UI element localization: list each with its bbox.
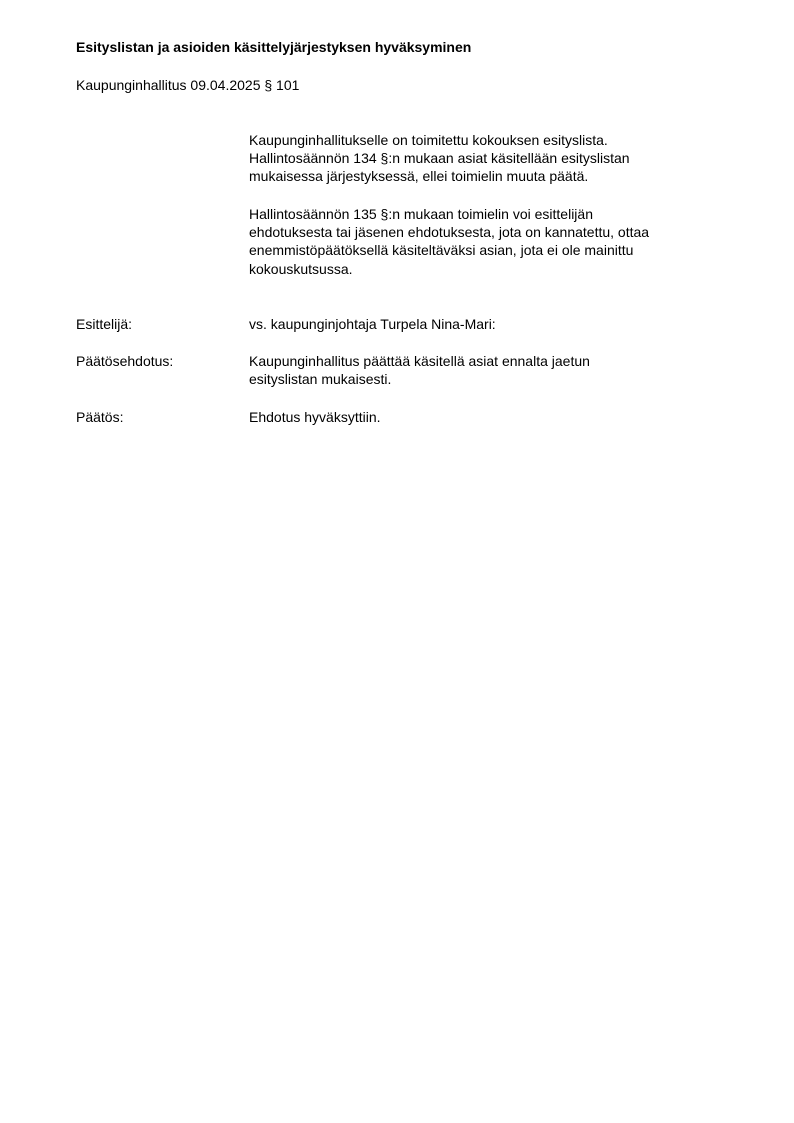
proposal-line: esityslistan mukaisesti. [249, 371, 392, 388]
meeting-reference: Kaupunginhallitus 09.04.2025 § 101 [76, 77, 300, 93]
document-title: Esityslistan ja asioiden käsittelyjärjestyksen hyväksyminen [76, 39, 472, 55]
decision-line: Ehdotus hyväksyttiin. [249, 409, 381, 425]
paragraph-line: Hallintosäännön 134 §:n mukaan asiat käsitellään esityslistan [249, 150, 630, 167]
paragraph-line: kokouskutsussa. [249, 260, 353, 277]
paragraph-agenda-delivered [249, 131, 719, 186]
paragraph-line: enemmistöpäätöksellä käsiteltäväksi asian, jota ei ole mainittu [249, 242, 634, 259]
paragraph-line: ehdotuksesta tai jäsenen ehdotuksesta, jota on kannatettu, ottaa [249, 224, 650, 241]
proposal-label: Päätösehdotus: [76, 353, 174, 369]
decision-value [249, 408, 381, 426]
proposal-value [249, 352, 590, 388]
presenter-label: Esittelijä: [76, 316, 133, 332]
paragraph-line: Kaupunginhallitukselle on toimitettu kokouksen esityslista. [249, 132, 608, 148]
presenter-line: vs. kaupunginjohtaja Turpela Nina-Mari: [249, 316, 496, 332]
paragraph-line: Hallintosäännön 135 §:n mukaan toimielin voi esittelijän [249, 206, 593, 222]
proposal-line: Kaupunginhallitus päättää käsitellä asiat ennalta jaetun [249, 353, 590, 369]
presenter-value [249, 315, 496, 333]
paragraph-additional-items [249, 205, 719, 278]
paragraph-line: mukaisessa järjestyksessä, ellei toimielin muuta päätä. [249, 168, 589, 185]
decision-label: Päätös: [76, 409, 124, 425]
